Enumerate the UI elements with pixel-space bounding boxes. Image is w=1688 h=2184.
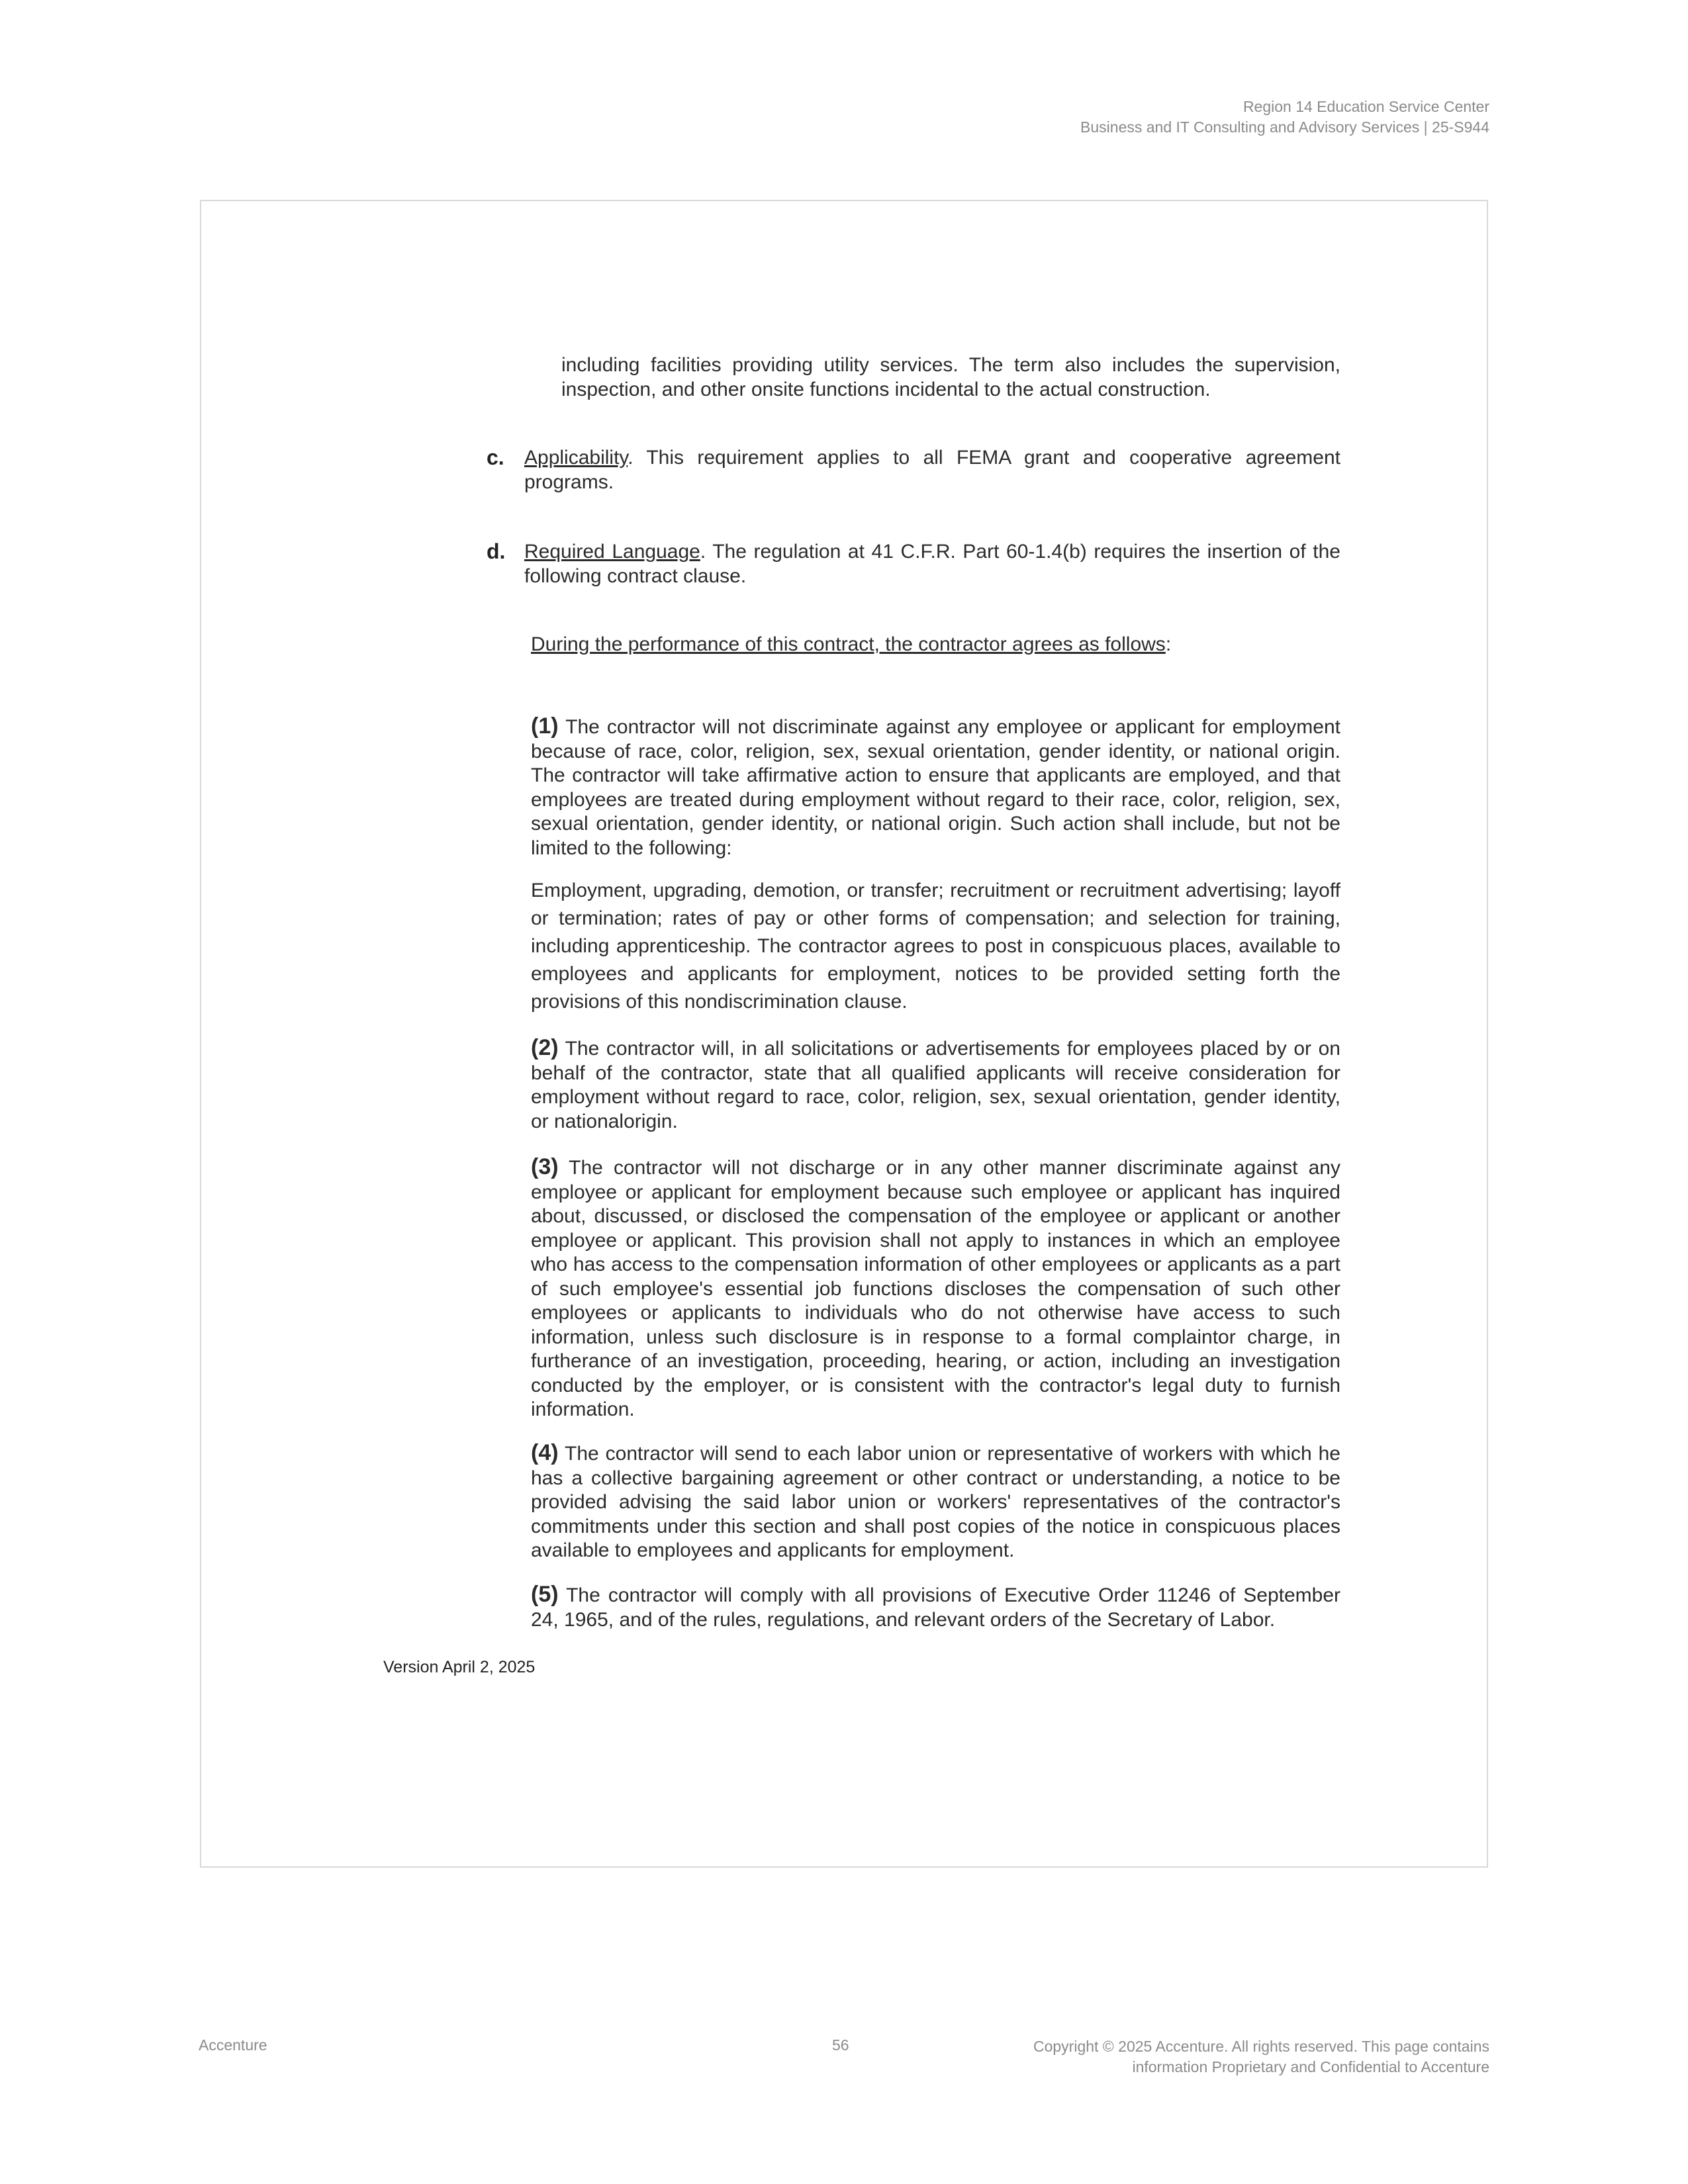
- clause-item-number: (1): [531, 713, 559, 739]
- page-number: 56: [832, 2036, 849, 2054]
- page-header: [1080, 97, 1489, 138]
- section-c-letter: c.: [487, 445, 504, 469]
- clause-item-4: (4) The contractor will send to each labor union or representative of workers with which he has a collective bargaining agreement or other contract or understanding, a notice to be provided advising the said labor union or workers' representatives of the contractor's commitments under this section and shall post copies of the notice in conspicuous places available to employees and applicants for employment.: [531, 1440, 1340, 1561]
- section-c-heading: Applicability: [524, 447, 628, 469]
- clause-item-1-continuation: Employment, upgrading, demotion, or transfer; recruitment or recruitment advertising; layoff or termination; rates of pay or other forms of compensation; and selection for training, including apprenticeship. The contractor agrees to post in conspicuous places, available to employees and applicants for employment, notices to be provided setting forth the provisions of this nondiscrimination clause.: [531, 880, 1340, 1013]
- clause-item-5: (5) The contractor will comply with all provisions of Executive Order 11246 of September 24, 1965, and of the rules, regulations, and relevant orders of the Secretary of Labor.: [531, 1582, 1340, 1631]
- section-d-text: . The regulation at 41 C.F.R. Part 60-1.4(b) requires the insertion of the following contract clause.: [524, 541, 1340, 587]
- section-d-paragraph: [524, 540, 1340, 588]
- intro-paragraph: including facilities providing utility services. The term also includes the supervision, inspection, and other onsite functions incidental to the actual construction.: [561, 354, 1340, 400]
- clause-item-3: (3) The contractor will not discharge or in any other manner discriminate against any employee or applicant for employment because such employee or applicant has inquired about, discussed, or disclosed the compensation of the employee or applicant or another employee or applicant. This provision shall not apply to instances in which an employee who has access to the compensation information of other employees or applicants as a part of such employee's essential job functions discloses the compensation of such other employees or applicants to individuals who do not otherwise have access to such information, unless such disclosure is in response to a formal complaintor charge, in furtherance of an investigation, proceeding, hearing, or action, including an investigation conducted by the employer, or is consistent with the contractor's legal duty to furnish information.: [531, 1154, 1340, 1420]
- clause-item-2: (2) The contractor will, in all solicitations or advertisements for employees placed by or on behalf of the contractor, state that all qualified applicants will receive consideration for employment without regard to race, color, religion, sex, sexual orientation, gender identity, or nationalorigin.: [531, 1035, 1340, 1132]
- clause-intro: During the performance of this contract, the contractor agrees as follows:: [531, 633, 1172, 655]
- section-c-paragraph: [524, 446, 1340, 494]
- header-project: Business and IT Consulting and Advisory Services | 25-S944: [1080, 118, 1489, 136]
- clause-item-number: (4): [531, 1440, 559, 1465]
- footer-copyright: Copyright © 2025 Accenture. All rights reserved. This page contains information Proprietary and Confidential to Accenture: [1033, 2038, 1489, 2075]
- section-d-letter: d.: [487, 539, 506, 563]
- clause-item-number: (5): [531, 1582, 559, 1607]
- version-label: Version April 2, 2025: [383, 1658, 536, 1676]
- header-organization: Region 14 Education Service Center: [1243, 98, 1489, 115]
- clause-item-number: (2): [531, 1035, 559, 1060]
- section-d-heading: Required Language: [524, 541, 700, 563]
- section-c-text: . This requirement applies to all FEMA grant and cooperative agreement programs.: [524, 447, 1340, 493]
- clause-item-1: (1) The contractor will not discriminate against any employee or applicant for employment because of race, color, religion, sex, sexual orientation, gender identity, or national origin. The contractor will take affirmative action to ensure that applicants are employed, and that employees are treated during employment without regard to their race, color, religion, sex, sexual orientation, gender identity, or national origin. Such action shall include, but not be limited to the following:: [531, 713, 1340, 859]
- footer-company: Accenture: [199, 2036, 267, 2054]
- clause-item-number: (3): [531, 1154, 559, 1179]
